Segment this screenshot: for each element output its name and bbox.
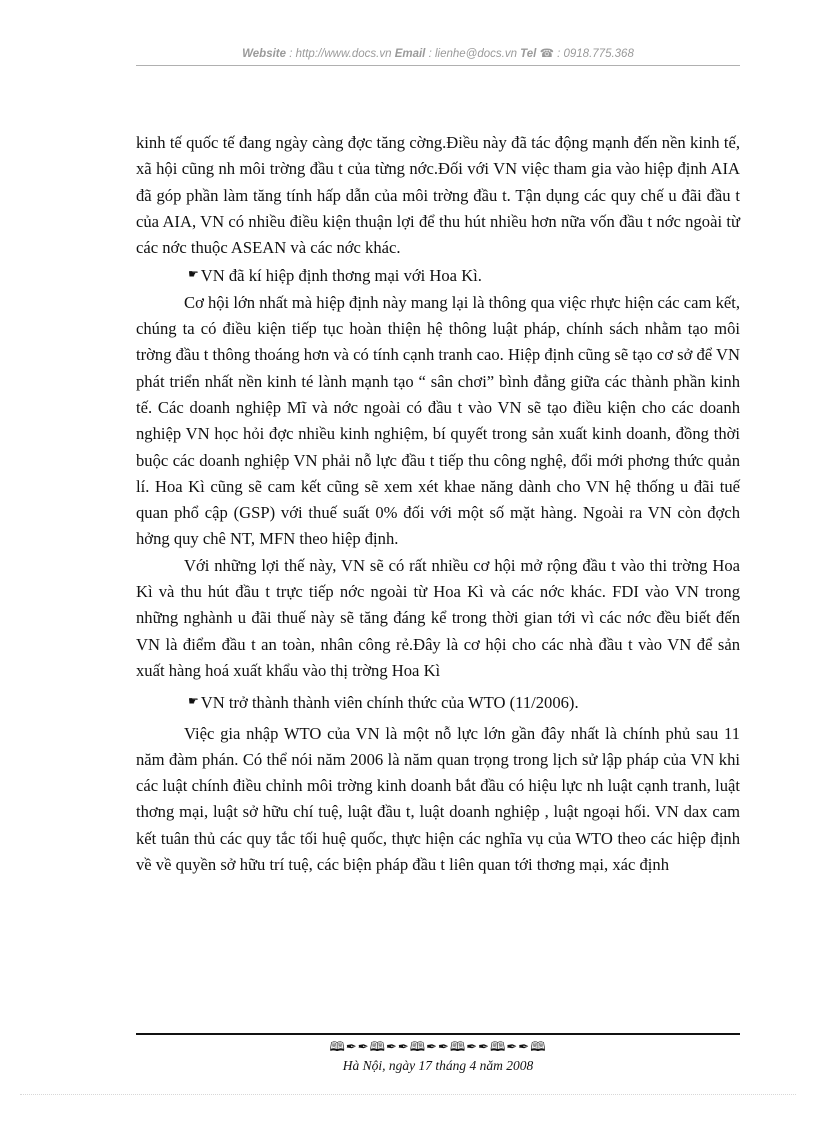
bullet-heading-trade-agreement — [136, 261, 740, 289]
pen-icon: ✒ — [506, 1040, 519, 1055]
pointing-hand-icon: ☛ — [188, 694, 199, 709]
tel-value: : 0918.775.368 — [557, 48, 634, 60]
email-value: : lienhe@docs.vn — [428, 48, 517, 60]
pen-icon: ✒ — [518, 1040, 531, 1055]
bullet-heading-wto — [136, 688, 740, 716]
paragraph-3: Cơ hội lớn nhất mà hiệp định này mang lại là thông qua việc rhực hiện các cam kết, chúng ta có điều kiện tiếp tục hoàn thiện hệ thông luật pháp, chính sách nhằm tạo môi trờng đầu t thông thoáng hơn và có tính cạnh tranh cao. Hiệp định cũng sẽ tạo cơ sở để VN phát triển nhất nền kinh té lành mạnh tạo “ sân chơi” bình đẳng giữa các thành phần kinh tế. Các doanh nghiệp Mĩ và nớc ngoài có đầu t vào VN sẽ tạo điều kiện cho các doanh nghiệp VN học hỏi đợc nhiều kinh nghiệm, bí quyết trong sản xuất kinh doanh, đồng thời buộc các doanh nghiệp VN phải nỗ lực đầu t tiếp thu công nghệ, đổi mới phơng thức quản lí. Hoa Kì cũng sẽ cam kết cũng sẽ xem xét khae năng dành cho VN hệ thống u đãi tuế quan phổ cập (GSP) với thuế suất 0% đối với một số mặt hàng. Ngoài ra VN còn đợch hởng quy chê NT, MFN theo hiệp định. — [136, 292, 740, 549]
pen-icon: ✒ — [345, 1040, 358, 1055]
pen-icon: ✒ — [478, 1040, 491, 1055]
pen-icon: ✒ — [385, 1040, 398, 1055]
book-icon: 🕮 — [369, 1040, 386, 1055]
bullet-heading-text: VN trở thành thành viên chính thức của WTO (11/2006). — [200, 693, 579, 713]
pen-icon: ✒ — [397, 1040, 410, 1055]
footer-date: Hà Nội, ngày 17 tháng 4 năm 2008 — [342, 1058, 534, 1073]
book-icon: 🕮 — [530, 1040, 547, 1055]
footer-divider — [136, 1033, 740, 1035]
email-label: Email — [394, 48, 426, 60]
header-divider — [136, 65, 740, 66]
pen-icon: ✒ — [466, 1040, 479, 1055]
footer-ornament — [136, 1038, 740, 1060]
book-icon: 🕮 — [449, 1040, 467, 1055]
pointing-hand-icon: ☛ — [188, 267, 199, 282]
website-label: Website — [242, 48, 287, 60]
pen-icon: ✒ — [426, 1040, 438, 1055]
book-icon: 🕮 — [409, 1040, 427, 1055]
page-header — [136, 46, 740, 60]
tel-label: Tel — [520, 48, 537, 60]
bullet-heading-text: VN đã kí hiệp định thơng mại với Hoa Kì. — [200, 266, 482, 286]
telephone-icon: ☎ — [539, 48, 554, 60]
pen-icon: ✒ — [357, 1040, 370, 1055]
website-value: : http://www.docs.vn — [289, 48, 392, 60]
pen-icon: ✒ — [438, 1040, 450, 1055]
book-icon: 🕮 — [490, 1040, 507, 1055]
page-bottom-border — [20, 1094, 796, 1095]
book-icon: 🕮 — [329, 1040, 346, 1055]
paragraph-4: Với những lợi thế này, VN sẽ có rất nhiều cơ hội mở rộng đầu t vào thi trờng Hoa Kì và thu hút đầu t trực tiếp nớc ngoài từ Hoa Kì và các nớc khác. FDI vào VN trong những nghành u đãi thuế này sẽ tăng đáng kể trong thời gian tới vì các nớc đều biết đến VN là điểm đầu t an toàn, nhân công rẻ.Đây là cơ hội cho các nhà đầu t vào VN để sản xuất hàng hoá xuất khẩu vào thị trờng Hoa Kì — [136, 555, 740, 680]
paragraph-6: Việc gia nhập WTO của VN là một nỗ lực lớn gần đây nhất là chính phủ sau 11 năm đàm phán. Có thể nói năm 2006 là năm quan trọng trong lịch sử lập pháp của VN khi các luật chính điều chỉnh môi trờng kinh doanh bắt đầu có hiệu lực nh luật cạnh tranh, luật thơng mại, luật sở hữu chí tuệ, luật đầu t, luật doanh nghiệp , luật ngoại hối. VN dax cam kết tuân thủ các quy tắc tối huệ quốc, thực hiện các nghĩa vụ của WTO theo các hiệp định về về quyền sở hữu trí tuệ, các biện pháp đầu t liên quan tới thơng mại, xác định — [136, 723, 740, 875]
paragraph-1: kinh tế quốc tế đang ngày càng đợc tăng cờng.Điều này đã tác động mạnh đến nền kinh tế, xã hội cũng nh môi trờng đầu t của từng nớc.Đối với VN việc tham gia vào hiệp định AIA đã góp phần làm tăng tính hấp dẫn của môi trờng đầu t. Tận dụng các quy chế u đãi đầu t của AIA, VN có nhiều điều kiện thuận lợi để thu hút nhiều hơn nữa vốn đầu t nớc ngoài từ các nớc thuộc ASEAN và các nớc khác. — [136, 133, 740, 258]
document-body — [136, 130, 740, 878]
